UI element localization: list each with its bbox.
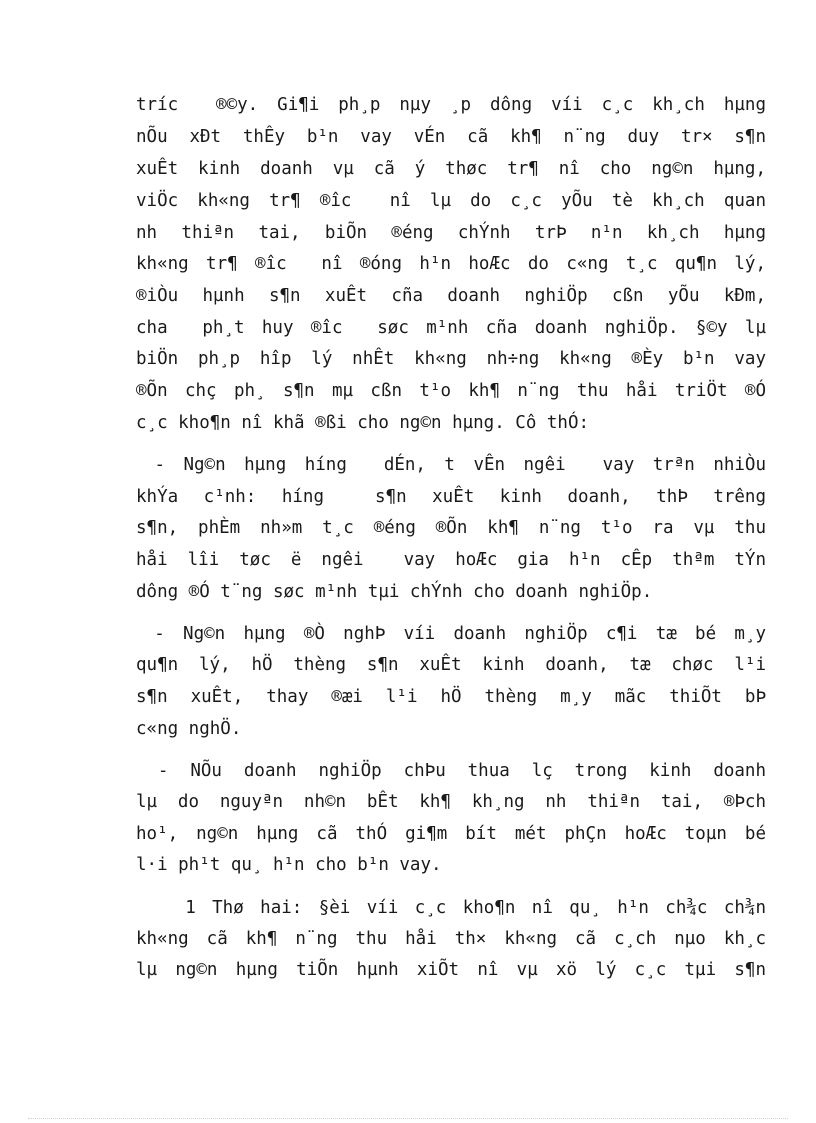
text-line: kh«ng cã kh¶ n¨ng thu håi th× kh«ng cã c¸ch nµo kh¸c (136, 929, 766, 949)
text-line: lµ do nguyªn nh©n bÊt kh¶ kh¸ng nh thiªn tai, ®Þch (136, 792, 766, 812)
page-divider (28, 1118, 788, 1119)
text-line: - Ng©n hµng ®Ò nghÞ víi doanh nghiÖp c¶i tæ bé m¸y (136, 624, 766, 644)
text-line: nÕu xÐt thÊy b¹n vay vÉn cã kh¶ n¨ng duy tr× s¶n (136, 127, 766, 147)
text-line: s¶n xuÊt, thay ®æi l¹i hÖ thèng m¸y mãc thiÕt bÞ (136, 687, 766, 707)
text-line: 1 Thø hai: §èi víi c¸c kho¶n nî qu¸ h¹n ch¾c ch¾n (136, 898, 766, 918)
text-line: s¶n, phÈm nh»m t¸c ®éng ®Õn kh¶ n¨ng t¹o ra vµ thu (136, 518, 766, 538)
text-line: - NÕu doanh nghiÖp chÞu thua lç trong kinh doanh (136, 761, 766, 781)
text-line: c¸c kho¶n nî khã ®ßi cho ng©n hµng. Cô thÓ: (136, 413, 590, 433)
text-line: ho¹, ng©n hµng cã thÓ gi¶m bít mét phÇn hoÆc toµn bé (136, 824, 766, 844)
text-line: håi lîi tøc ë ngêi vay hoÆc gia h¹n cÊp thªm tÝn (136, 550, 766, 570)
text-line: xuÊt kinh doanh vµ cã ý thøc tr¶ nî cho ng©n hµng, (136, 159, 766, 179)
text-line: c«ng nghÖ. (136, 719, 242, 739)
text-line: viÖc kh«ng tr¶ ®îc nî lµ do c¸c yÕu tè kh¸ch quan (136, 191, 766, 211)
text-line: cha ph¸t huy ®îc søc m¹nh cña doanh nghiÖp. §©y lµ (136, 318, 766, 338)
text-line: qu¶n lý, hÖ thèng s¶n xuÊt kinh doanh, tæ chøc l¹i (136, 655, 766, 675)
text-line: nh thiªn tai, biÕn ®éng chÝnh trÞ n¹n kh¸ch hµng (136, 223, 766, 243)
text-line: - Ng©n hµng híng dÉn, t vÊn ngêi vay trªn nhiÒu (136, 455, 766, 475)
text-line: ®Õn chç ph¸ s¶n mµ cßn t¹o kh¶ n¨ng thu håi triÖt ®Ó (136, 381, 766, 401)
text-line: lµ ng©n hµng tiÕn hµnh xiÕt nî vµ xö lý c¸c tµi s¶n (136, 960, 766, 980)
text-line: l·i ph¹t qu¸ h¹n cho b¹n vay. (136, 855, 442, 875)
text-line: dông ®Ó t¨ng søc m¹nh tµi chÝnh cho doanh nghiÖp. (136, 582, 653, 602)
text-line: khÝa c¹nh: híng s¶n xuÊt kinh doanh, thÞ trêng (136, 487, 766, 507)
text-line: tríc ®©y. Gi¶i ph¸p nµy ¸p dông víi c¸c kh¸ch hµng (136, 95, 766, 115)
text-line: biÖn ph¸p hîp lý nhÊt kh«ng nh÷ng kh«ng ®Èy b¹n vay (136, 349, 766, 369)
text-line: kh«ng tr¶ ®îc nî ®óng h¹n hoÆc do c«ng t¸c qu¶n lý, (136, 254, 766, 274)
text-line: ®iÒu hµnh s¶n xuÊt cña doanh nghiÖp cßn yÕu kÐm, (136, 286, 766, 306)
